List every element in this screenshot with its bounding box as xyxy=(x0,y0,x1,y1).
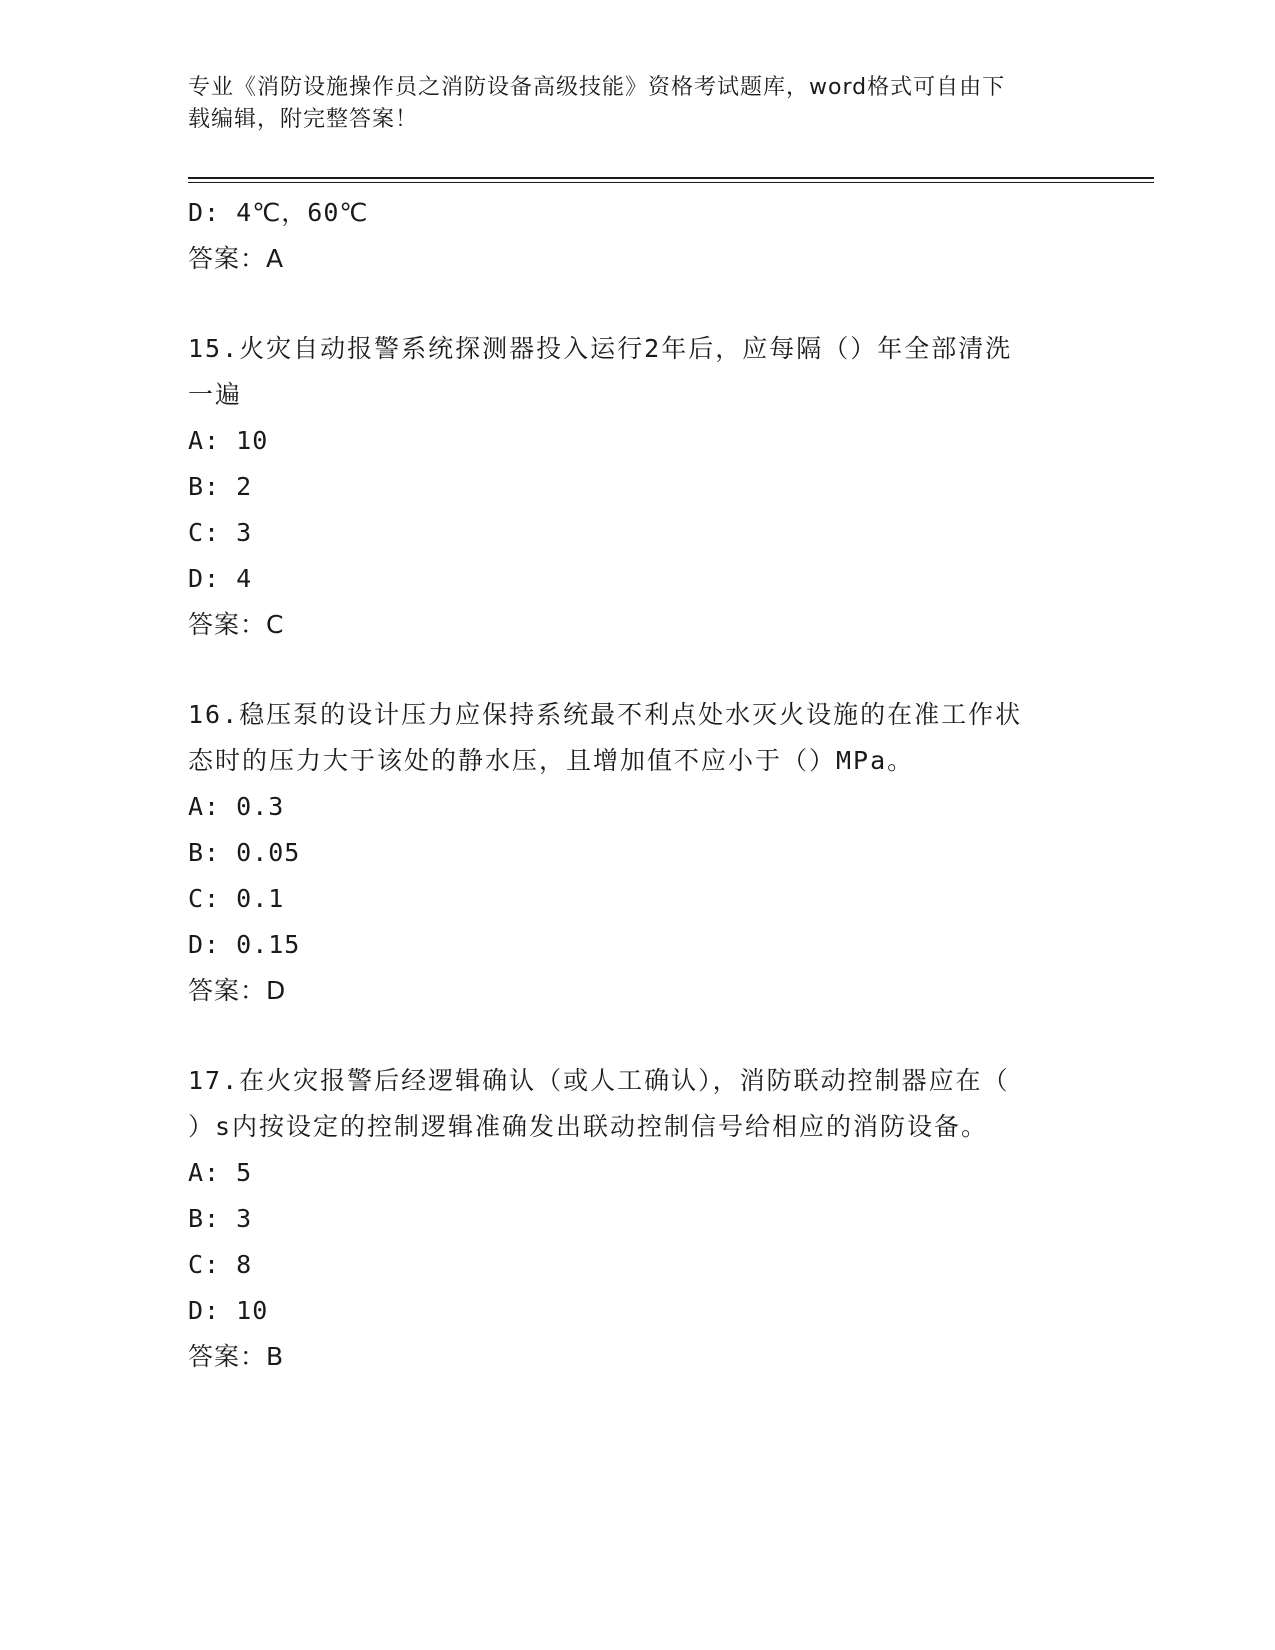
question-text-line: 16.稳压泵的设计压力应保持系统最不利点处水灭火设施的在准工作状 xyxy=(188,700,1023,729)
option-d: D: 4℃，60℃ xyxy=(188,198,369,227)
answer-label: 答案：C xyxy=(188,610,285,639)
option-b: B: 2 xyxy=(188,472,253,501)
header-line-2: 载编辑，附完整答案！ xyxy=(188,107,419,132)
question-17 xyxy=(188,1058,1088,1380)
question-list xyxy=(188,190,1088,1380)
option-c: C: 0.1 xyxy=(188,884,285,913)
answer-label: 答案：A xyxy=(188,244,285,273)
header-divider-thin xyxy=(188,182,1154,183)
option-a: A: 10 xyxy=(188,426,269,455)
option-b: B: 0.05 xyxy=(188,838,301,867)
header-divider-thick xyxy=(188,177,1154,179)
answer-label: 答案：B xyxy=(188,1342,285,1371)
document-header xyxy=(188,72,1088,136)
option-d: D: 0.15 xyxy=(188,930,301,959)
question-text-line: 17.在火灾报警后经逻辑确认（或人工确认），消防联动控制器应在（ xyxy=(188,1066,1010,1095)
question-16 xyxy=(188,692,1088,1014)
header-line-1: 专业《消防设施操作员之消防设备高级技能》资格考试题库，word格式可自由下 xyxy=(188,75,1006,100)
option-c: C: 8 xyxy=(188,1250,253,1279)
option-b: B: 3 xyxy=(188,1204,253,1233)
option-d: D: 4 xyxy=(188,564,253,593)
option-d: D: 10 xyxy=(188,1296,269,1325)
question-15 xyxy=(188,326,1088,648)
question-text-line: ）s内按设定的控制逻辑准确发出联动控制信号给相应的消防设备。 xyxy=(188,1112,989,1141)
option-c: C: 3 xyxy=(188,518,253,547)
answer-label: 答案：D xyxy=(188,976,287,1005)
question-text-line: 态时的压力大于该处的静水压，且增加值不应小于（）MPa。 xyxy=(188,746,915,775)
option-a: A: 0.3 xyxy=(188,792,285,821)
question-text-line: 一遍 xyxy=(188,380,243,409)
option-a: A: 5 xyxy=(188,1158,253,1187)
question-text-line: 15.火灾自动报警系统探测器投入运行2年后，应每隔（）年全部清洗 xyxy=(188,334,1013,363)
